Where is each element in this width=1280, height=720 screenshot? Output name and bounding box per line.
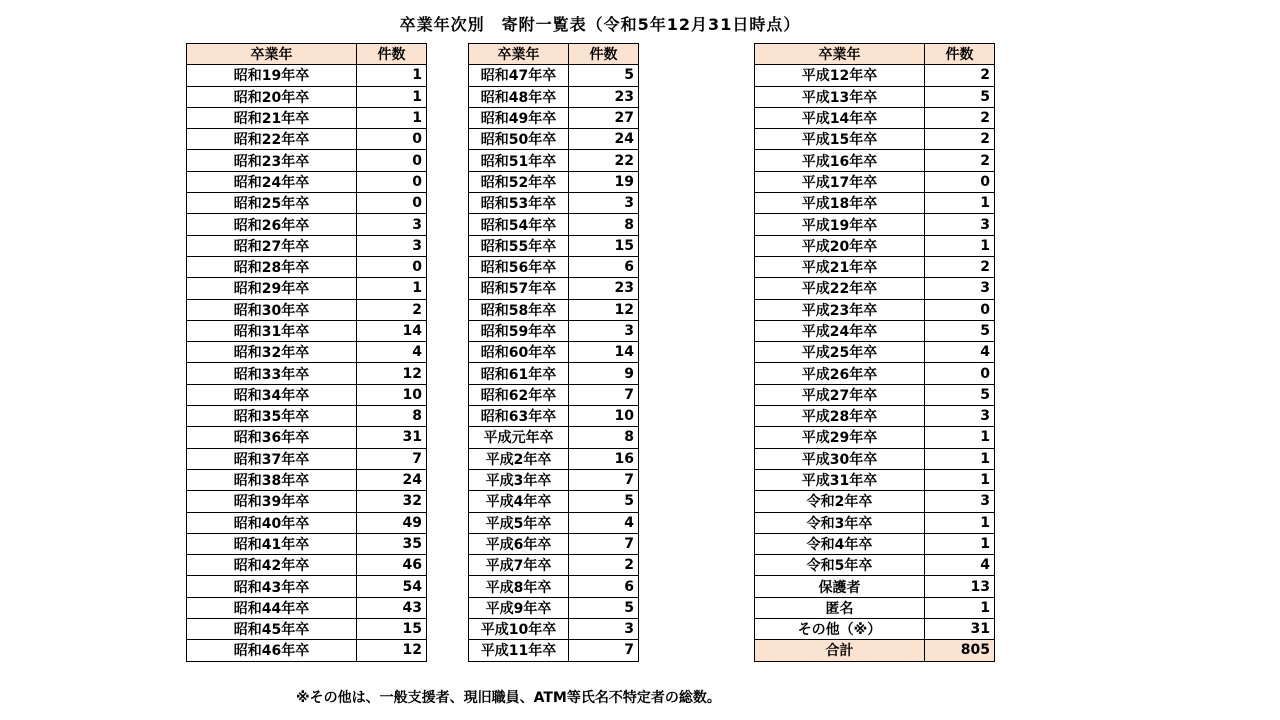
count-cell: 1 bbox=[925, 427, 995, 448]
table-row bbox=[469, 256, 639, 277]
graduation-year-cell: 昭和38年卒 bbox=[187, 469, 357, 490]
table-row bbox=[469, 469, 639, 490]
graduation-year-cell: 昭和30年卒 bbox=[187, 299, 357, 320]
header-count: 件数 bbox=[569, 44, 639, 65]
graduation-year-cell: 昭和34年卒 bbox=[187, 384, 357, 405]
header-year: 卒業年 bbox=[755, 44, 925, 65]
count-cell: 1 bbox=[925, 469, 995, 490]
count-cell: 5 bbox=[925, 384, 995, 405]
graduation-year-cell: 平成元年卒 bbox=[469, 427, 569, 448]
count-cell: 46 bbox=[357, 555, 427, 576]
graduation-year-cell: 平成21年卒 bbox=[755, 256, 925, 277]
graduation-year-cell: 昭和20年卒 bbox=[187, 86, 357, 107]
count-cell: 24 bbox=[569, 129, 639, 150]
graduation-year-cell: 昭和45年卒 bbox=[187, 619, 357, 640]
table-row bbox=[469, 640, 639, 661]
graduation-year-cell: 昭和32年卒 bbox=[187, 342, 357, 363]
total-count: 805 bbox=[925, 640, 995, 661]
graduation-year-cell: 平成20年卒 bbox=[755, 235, 925, 256]
graduation-year-cell: 平成7年卒 bbox=[469, 555, 569, 576]
count-cell: 4 bbox=[569, 512, 639, 533]
graduation-year-cell: 昭和44年卒 bbox=[187, 597, 357, 618]
page-title: 卒業年次別 寄附一覧表（令和5年12月31日時点） bbox=[399, 15, 801, 34]
table-row bbox=[755, 363, 995, 384]
graduation-year-cell: 昭和48年卒 bbox=[469, 86, 569, 107]
graduation-year-cell: 平成28年卒 bbox=[755, 406, 925, 427]
graduation-year-cell: 平成11年卒 bbox=[469, 640, 569, 661]
footnote: ※その他は、一般支援者、現旧職員、ATM等氏名不特定者の総数。 bbox=[296, 690, 721, 706]
count-cell: 1 bbox=[925, 235, 995, 256]
table-row bbox=[469, 363, 639, 384]
graduation-year-cell: 令和5年卒 bbox=[755, 555, 925, 576]
graduation-year-cell: 昭和39年卒 bbox=[187, 491, 357, 512]
table-row bbox=[755, 576, 995, 597]
table-row bbox=[187, 129, 427, 150]
count-cell: 8 bbox=[357, 406, 427, 427]
count-cell: 0 bbox=[925, 171, 995, 192]
count-cell: 15 bbox=[357, 619, 427, 640]
count-cell: 9 bbox=[569, 363, 639, 384]
table-row bbox=[187, 512, 427, 533]
graduation-year-cell: 昭和22年卒 bbox=[187, 129, 357, 150]
count-cell: 15 bbox=[569, 235, 639, 256]
total-label: 合計 bbox=[755, 640, 925, 661]
table-row bbox=[187, 384, 427, 405]
header-year: 卒業年 bbox=[187, 44, 357, 65]
graduation-year-cell: 昭和54年卒 bbox=[469, 214, 569, 235]
table-row bbox=[187, 469, 427, 490]
table-row bbox=[755, 406, 995, 427]
table-row bbox=[755, 384, 995, 405]
table-row bbox=[469, 129, 639, 150]
count-cell: 1 bbox=[925, 193, 995, 214]
graduation-year-cell: 昭和21年卒 bbox=[187, 107, 357, 128]
count-cell: 1 bbox=[357, 65, 427, 86]
count-cell: 3 bbox=[925, 278, 995, 299]
count-cell: 54 bbox=[357, 576, 427, 597]
count-cell: 0 bbox=[357, 171, 427, 192]
graduation-year-cell: 昭和46年卒 bbox=[187, 640, 357, 661]
table-row bbox=[469, 576, 639, 597]
count-cell: 2 bbox=[925, 107, 995, 128]
count-cell: 2 bbox=[925, 65, 995, 86]
count-cell: 1 bbox=[357, 107, 427, 128]
count-cell: 7 bbox=[569, 469, 639, 490]
table-row bbox=[187, 107, 427, 128]
count-cell: 0 bbox=[357, 193, 427, 214]
table-row bbox=[755, 107, 995, 128]
count-cell: 1 bbox=[925, 512, 995, 533]
table-row bbox=[469, 278, 639, 299]
count-cell: 6 bbox=[569, 576, 639, 597]
table-row bbox=[187, 533, 427, 554]
graduation-year-cell: 平成12年卒 bbox=[755, 65, 925, 86]
graduation-year-cell: 平成3年卒 bbox=[469, 469, 569, 490]
count-cell: 3 bbox=[569, 193, 639, 214]
table-row bbox=[187, 640, 427, 661]
table-row bbox=[469, 193, 639, 214]
graduation-year-cell: 昭和56年卒 bbox=[469, 256, 569, 277]
table-row bbox=[469, 406, 639, 427]
donation-table-3 bbox=[754, 43, 995, 662]
table-row bbox=[755, 427, 995, 448]
table-header-row bbox=[755, 44, 995, 65]
graduation-year-cell: 平成18年卒 bbox=[755, 193, 925, 214]
table-row bbox=[187, 427, 427, 448]
graduation-year-cell: 平成2年卒 bbox=[469, 448, 569, 469]
graduation-year-cell: 昭和28年卒 bbox=[187, 256, 357, 277]
graduation-year-cell: 昭和31年卒 bbox=[187, 320, 357, 341]
graduation-year-cell: 昭和50年卒 bbox=[469, 129, 569, 150]
count-cell: 0 bbox=[357, 256, 427, 277]
graduation-year-cell: 昭和33年卒 bbox=[187, 363, 357, 384]
table-row bbox=[755, 533, 995, 554]
table-row bbox=[469, 107, 639, 128]
count-cell: 0 bbox=[925, 299, 995, 320]
table-row bbox=[469, 384, 639, 405]
count-cell: 2 bbox=[357, 299, 427, 320]
count-cell: 8 bbox=[569, 214, 639, 235]
count-cell: 31 bbox=[357, 427, 427, 448]
count-cell: 3 bbox=[357, 214, 427, 235]
count-cell: 1 bbox=[925, 533, 995, 554]
table-row bbox=[755, 597, 995, 618]
graduation-year-cell: 昭和58年卒 bbox=[469, 299, 569, 320]
graduation-year-cell: 平成31年卒 bbox=[755, 469, 925, 490]
count-cell: 24 bbox=[357, 469, 427, 490]
count-cell: 43 bbox=[357, 597, 427, 618]
count-cell: 5 bbox=[569, 65, 639, 86]
table-row bbox=[755, 214, 995, 235]
table-row bbox=[187, 491, 427, 512]
count-cell: 7 bbox=[357, 448, 427, 469]
graduation-year-cell: 昭和36年卒 bbox=[187, 427, 357, 448]
table-row bbox=[755, 235, 995, 256]
count-cell: 22 bbox=[569, 150, 639, 171]
donation-table-2 bbox=[468, 43, 639, 662]
count-cell: 4 bbox=[357, 342, 427, 363]
table-row bbox=[469, 65, 639, 86]
graduation-year-cell: 平成14年卒 bbox=[755, 107, 925, 128]
graduation-year-cell: 平成9年卒 bbox=[469, 597, 569, 618]
count-cell: 3 bbox=[925, 406, 995, 427]
graduation-year-cell: 平成29年卒 bbox=[755, 427, 925, 448]
table-row bbox=[469, 342, 639, 363]
count-cell: 2 bbox=[925, 256, 995, 277]
table-row bbox=[755, 86, 995, 107]
table-row bbox=[187, 555, 427, 576]
table-row bbox=[187, 597, 427, 618]
count-cell: 7 bbox=[569, 640, 639, 661]
table-row bbox=[469, 512, 639, 533]
graduation-year-cell: 保護者 bbox=[755, 576, 925, 597]
table-row bbox=[187, 619, 427, 640]
graduation-year-cell: 昭和40年卒 bbox=[187, 512, 357, 533]
graduation-year-cell: 昭和29年卒 bbox=[187, 278, 357, 299]
table-header-row bbox=[187, 44, 427, 65]
graduation-year-cell: 平成23年卒 bbox=[755, 299, 925, 320]
graduation-year-cell: 昭和53年卒 bbox=[469, 193, 569, 214]
table-row bbox=[187, 65, 427, 86]
header-count: 件数 bbox=[925, 44, 995, 65]
count-cell: 3 bbox=[569, 320, 639, 341]
count-cell: 1 bbox=[357, 86, 427, 107]
graduation-year-cell: 昭和19年卒 bbox=[187, 65, 357, 86]
count-cell: 31 bbox=[925, 619, 995, 640]
graduation-year-cell: 平成16年卒 bbox=[755, 150, 925, 171]
table-row bbox=[187, 193, 427, 214]
graduation-year-cell: 昭和55年卒 bbox=[469, 235, 569, 256]
count-cell: 4 bbox=[925, 555, 995, 576]
graduation-year-cell: 昭和35年卒 bbox=[187, 406, 357, 427]
count-cell: 1 bbox=[357, 278, 427, 299]
count-cell: 3 bbox=[925, 214, 995, 235]
table-row bbox=[187, 299, 427, 320]
table-row bbox=[469, 214, 639, 235]
graduation-year-cell: 昭和59年卒 bbox=[469, 320, 569, 341]
table-row bbox=[469, 150, 639, 171]
count-cell: 10 bbox=[569, 406, 639, 427]
count-cell: 8 bbox=[569, 427, 639, 448]
count-cell: 10 bbox=[357, 384, 427, 405]
graduation-year-cell: 平成30年卒 bbox=[755, 448, 925, 469]
total-row bbox=[755, 640, 995, 661]
count-cell: 23 bbox=[569, 278, 639, 299]
table-row bbox=[187, 448, 427, 469]
table-row bbox=[755, 491, 995, 512]
table-row bbox=[469, 597, 639, 618]
count-cell: 7 bbox=[569, 533, 639, 554]
graduation-year-cell: 昭和51年卒 bbox=[469, 150, 569, 171]
table-header-row bbox=[469, 44, 639, 65]
table-row bbox=[469, 86, 639, 107]
count-cell: 1 bbox=[925, 597, 995, 618]
header-year: 卒業年 bbox=[469, 44, 569, 65]
table-row bbox=[755, 150, 995, 171]
graduation-year-cell: 昭和26年卒 bbox=[187, 214, 357, 235]
count-cell: 5 bbox=[925, 86, 995, 107]
table-row bbox=[469, 427, 639, 448]
table-row bbox=[187, 214, 427, 235]
table-row bbox=[755, 256, 995, 277]
table-row bbox=[187, 171, 427, 192]
table-row bbox=[187, 320, 427, 341]
table-row bbox=[187, 86, 427, 107]
table-row bbox=[755, 320, 995, 341]
count-cell: 0 bbox=[925, 363, 995, 384]
table-row bbox=[469, 320, 639, 341]
table-row bbox=[755, 469, 995, 490]
count-cell: 7 bbox=[569, 384, 639, 405]
graduation-year-cell: 平成4年卒 bbox=[469, 491, 569, 512]
table-row bbox=[469, 555, 639, 576]
graduation-year-cell: 昭和47年卒 bbox=[469, 65, 569, 86]
count-cell: 2 bbox=[925, 129, 995, 150]
count-cell: 3 bbox=[925, 491, 995, 512]
table-row bbox=[755, 65, 995, 86]
graduation-year-cell: 平成19年卒 bbox=[755, 214, 925, 235]
count-cell: 14 bbox=[357, 320, 427, 341]
count-cell: 49 bbox=[357, 512, 427, 533]
count-cell: 27 bbox=[569, 107, 639, 128]
graduation-year-cell: 令和3年卒 bbox=[755, 512, 925, 533]
table-row bbox=[187, 235, 427, 256]
graduation-year-cell: 昭和24年卒 bbox=[187, 171, 357, 192]
graduation-year-cell: 昭和23年卒 bbox=[187, 150, 357, 171]
graduation-year-cell: 平成27年卒 bbox=[755, 384, 925, 405]
graduation-year-cell: 平成13年卒 bbox=[755, 86, 925, 107]
table-row bbox=[755, 129, 995, 150]
graduation-year-cell: 昭和62年卒 bbox=[469, 384, 569, 405]
graduation-year-cell: 平成10年卒 bbox=[469, 619, 569, 640]
graduation-year-cell: 平成22年卒 bbox=[755, 278, 925, 299]
table-row bbox=[187, 278, 427, 299]
graduation-year-cell: 平成15年卒 bbox=[755, 129, 925, 150]
count-cell: 12 bbox=[357, 640, 427, 661]
table-row bbox=[755, 193, 995, 214]
graduation-year-cell: その他（※） bbox=[755, 619, 925, 640]
graduation-year-cell: 昭和41年卒 bbox=[187, 533, 357, 554]
count-cell: 3 bbox=[569, 619, 639, 640]
count-cell: 6 bbox=[569, 256, 639, 277]
graduation-year-cell: 昭和63年卒 bbox=[469, 406, 569, 427]
graduation-year-cell: 昭和52年卒 bbox=[469, 171, 569, 192]
count-cell: 3 bbox=[357, 235, 427, 256]
header-count: 件数 bbox=[357, 44, 427, 65]
table-row bbox=[755, 278, 995, 299]
graduation-year-cell: 平成5年卒 bbox=[469, 512, 569, 533]
count-cell: 32 bbox=[357, 491, 427, 512]
table-row bbox=[469, 619, 639, 640]
count-cell: 5 bbox=[925, 320, 995, 341]
table-row bbox=[755, 512, 995, 533]
graduation-year-cell: 匿名 bbox=[755, 597, 925, 618]
graduation-year-cell: 令和4年卒 bbox=[755, 533, 925, 554]
graduation-year-cell: 平成24年卒 bbox=[755, 320, 925, 341]
table-row bbox=[187, 342, 427, 363]
count-cell: 14 bbox=[569, 342, 639, 363]
count-cell: 0 bbox=[357, 150, 427, 171]
graduation-year-cell: 昭和49年卒 bbox=[469, 107, 569, 128]
count-cell: 4 bbox=[925, 342, 995, 363]
count-cell: 2 bbox=[569, 555, 639, 576]
table-row bbox=[187, 406, 427, 427]
graduation-year-cell: 昭和42年卒 bbox=[187, 555, 357, 576]
count-cell: 2 bbox=[925, 150, 995, 171]
table-row bbox=[187, 576, 427, 597]
donation-table-1 bbox=[186, 43, 427, 662]
table-row bbox=[469, 171, 639, 192]
table-row bbox=[755, 448, 995, 469]
count-cell: 23 bbox=[569, 86, 639, 107]
table-row bbox=[755, 555, 995, 576]
count-cell: 5 bbox=[569, 597, 639, 618]
count-cell: 13 bbox=[925, 576, 995, 597]
graduation-year-cell: 昭和57年卒 bbox=[469, 278, 569, 299]
count-cell: 12 bbox=[357, 363, 427, 384]
table-row bbox=[755, 171, 995, 192]
count-cell: 35 bbox=[357, 533, 427, 554]
table-row bbox=[469, 491, 639, 512]
graduation-year-cell: 昭和27年卒 bbox=[187, 235, 357, 256]
graduation-year-cell: 令和2年卒 bbox=[755, 491, 925, 512]
graduation-year-cell: 昭和60年卒 bbox=[469, 342, 569, 363]
table-row bbox=[187, 256, 427, 277]
count-cell: 12 bbox=[569, 299, 639, 320]
graduation-year-cell: 平成8年卒 bbox=[469, 576, 569, 597]
graduation-year-cell: 平成17年卒 bbox=[755, 171, 925, 192]
table-row bbox=[469, 533, 639, 554]
table-row bbox=[469, 448, 639, 469]
graduation-year-cell: 平成26年卒 bbox=[755, 363, 925, 384]
count-cell: 0 bbox=[357, 129, 427, 150]
table-row bbox=[469, 299, 639, 320]
count-cell: 19 bbox=[569, 171, 639, 192]
table-row bbox=[755, 299, 995, 320]
table-row bbox=[187, 150, 427, 171]
graduation-year-cell: 平成6年卒 bbox=[469, 533, 569, 554]
graduation-year-cell: 平成25年卒 bbox=[755, 342, 925, 363]
count-cell: 1 bbox=[925, 448, 995, 469]
graduation-year-cell: 昭和61年卒 bbox=[469, 363, 569, 384]
graduation-year-cell: 昭和43年卒 bbox=[187, 576, 357, 597]
table-row bbox=[469, 235, 639, 256]
graduation-year-cell: 昭和25年卒 bbox=[187, 193, 357, 214]
count-cell: 16 bbox=[569, 448, 639, 469]
graduation-year-cell: 昭和37年卒 bbox=[187, 448, 357, 469]
table-row bbox=[755, 619, 995, 640]
table-row bbox=[187, 363, 427, 384]
table-row bbox=[755, 342, 995, 363]
count-cell: 5 bbox=[569, 491, 639, 512]
